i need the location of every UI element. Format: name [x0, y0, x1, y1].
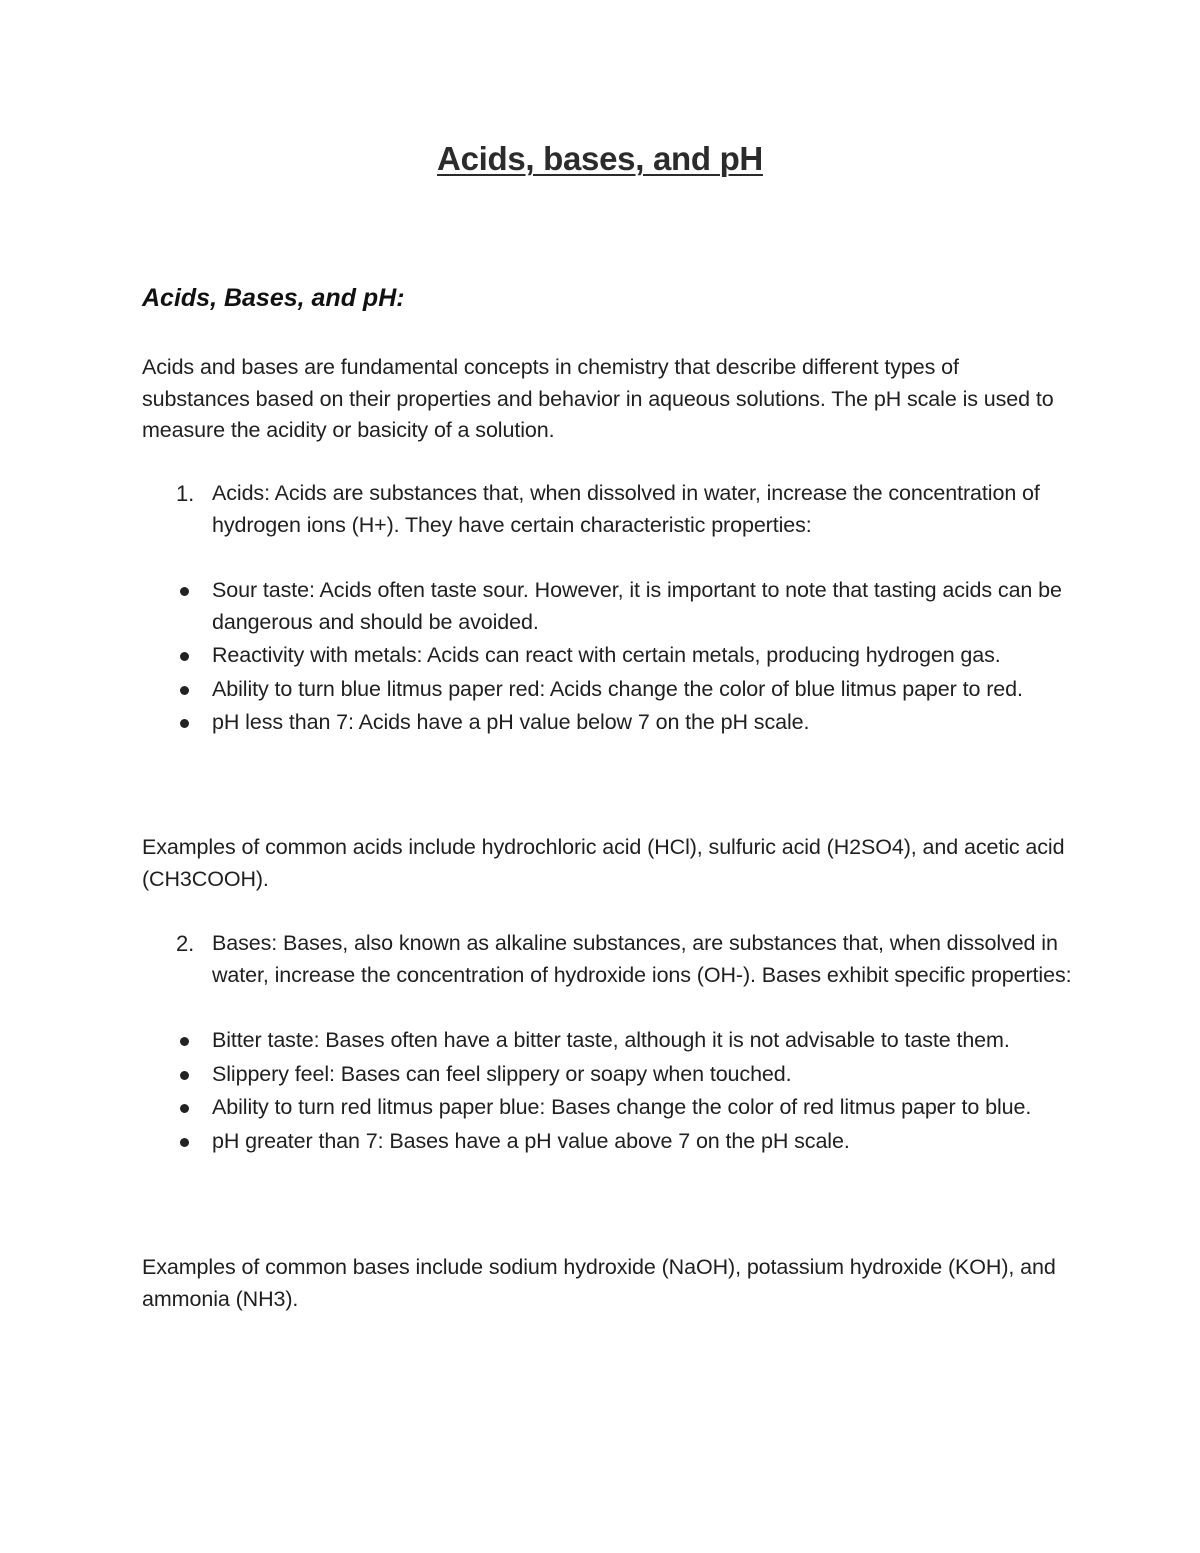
list-item-text: Sour taste: Acids often taste sour. However, it is important to note that tasting acids can be dangerous and should be avoided.: [212, 578, 1062, 634]
list-item-text: pH greater than 7: Bases have a pH value above 7 on the pH scale.: [212, 1128, 850, 1153]
numbered-item-acids: [142, 478, 1072, 541]
base-examples-paragraph: Examples of common bases include sodium hydroxide (NaOH), potassium hydroxide (KOH), and ammonia (NH3).: [142, 1255, 1056, 1311]
acid-examples-paragraph: Examples of common acids include hydrochloric acid (HCl), sulfuric acid (H2SO4), and acetic acid (CH3COOH).: [142, 835, 1065, 891]
base-properties-list: [142, 1025, 1072, 1159]
list-number: 1.: [176, 481, 195, 506]
list-number: 2.: [176, 931, 195, 956]
bullet-icon: [180, 1138, 189, 1147]
bullet-icon: [180, 587, 189, 596]
list-item: [142, 674, 1072, 706]
bullet-icon: [180, 719, 189, 728]
bullet-icon: [180, 1104, 189, 1113]
numbered-item-text: Acids: Acids are substances that, when dissolved in water, increase the concentration of hydrogen ions (H+). They have certain characteristic properties:: [212, 481, 1040, 537]
bullet-icon: [180, 1037, 189, 1046]
section-heading: Acids, Bases, and pH:: [142, 284, 405, 312]
bullet-icon: [180, 1071, 189, 1080]
list-item: [142, 1025, 1072, 1057]
list-item-text: Ability to turn red litmus paper blue: Bases change the color of red litmus paper to blue.: [212, 1095, 1032, 1119]
numbered-item-text: Bases: Bases, also known as alkaline substances, are substances that, when dissolved in water, increase the concentration of hydroxide ions (OH-). Bases exhibit specific properties:: [212, 931, 1072, 987]
bullet-icon: [180, 686, 189, 695]
list-item: [142, 1092, 1072, 1124]
list-item: [142, 707, 1072, 739]
numbered-item-bases: [142, 928, 1072, 991]
list-item: [142, 640, 1072, 672]
bullet-icon: [180, 652, 189, 661]
list-item: [142, 1059, 1072, 1091]
list-item-text: pH less than 7: Acids have a pH value below 7 on the pH scale.: [212, 710, 810, 734]
intro-paragraph: Acids and bases are fundamental concepts in chemistry that describe different types of substances based on their properties and behavior in aqueous solutions. The pH scale is used to measure the acidity or basicity of a solution.: [142, 355, 1054, 442]
list-item-text: Reactivity with metals: Acids can react with certain metals, producing hydrogen gas.: [212, 643, 1001, 667]
list-item-text: Slippery feel: Bases can feel slippery or soapy when touched.: [212, 1061, 792, 1086]
list-item-text: Ability to turn blue litmus paper red: Acids change the color of blue litmus paper to red.: [212, 676, 1023, 701]
list-item-text: Bitter taste: Bases often have a bitter taste, although it is not advisable to taste them.: [212, 1028, 1010, 1052]
document-title: Acids, bases, and pH: [437, 140, 763, 177]
acid-properties-list: [142, 575, 1072, 741]
list-item: [142, 575, 1072, 638]
list-item: [142, 1126, 1072, 1158]
